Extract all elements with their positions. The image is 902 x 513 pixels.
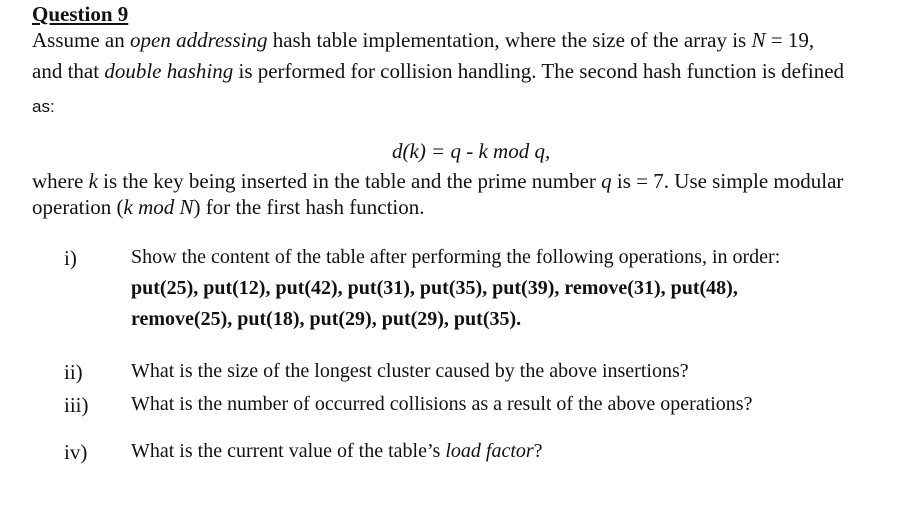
double-hashing-term: double hashing bbox=[104, 59, 234, 83]
operations-line-2: remove(25), put(18), put(29), put(29), put(35). bbox=[131, 308, 522, 330]
open-addressing-term: open addressing bbox=[130, 28, 268, 52]
question-ii-number: ii) bbox=[64, 360, 83, 384]
intro-line-1: Assume an open addressing hash table implementation, where the size of the array is N = 19, bbox=[32, 28, 815, 52]
intro-line-3: as: bbox=[32, 97, 55, 116]
load-factor-term: load factor bbox=[445, 440, 534, 462]
where-line-1: where k is the key being inserted in the table and the prime number q is = 7. Use simple modular bbox=[32, 169, 844, 193]
question-iv-number: iv) bbox=[64, 440, 88, 464]
question-iv-text: What is the current value of the table’s load factor? bbox=[131, 440, 543, 462]
question-iii-number: iii) bbox=[64, 393, 89, 417]
operations-line-1: put(25), put(12), put(42), put(31), put(35), put(39), remove(31), put(48), bbox=[131, 277, 738, 299]
intro-line-2: and that double hashing is performed for collision handling. The second hash function is defined bbox=[32, 59, 845, 83]
question-title: Question 9 bbox=[32, 2, 129, 26]
question-i-number: i) bbox=[64, 246, 77, 270]
question-iii-text: What is the number of occurred collisions as a result of the above operations? bbox=[131, 393, 753, 415]
second-hash-formula: d(k) = q - k mod q, bbox=[392, 139, 551, 163]
where-line-2: operation (k mod N) for the first hash function. bbox=[32, 195, 425, 219]
question-ii-text: What is the size of the longest cluster caused by the above insertions? bbox=[131, 360, 689, 382]
question-i-text: Show the content of the table after performing the following operations, in order: bbox=[131, 246, 781, 268]
